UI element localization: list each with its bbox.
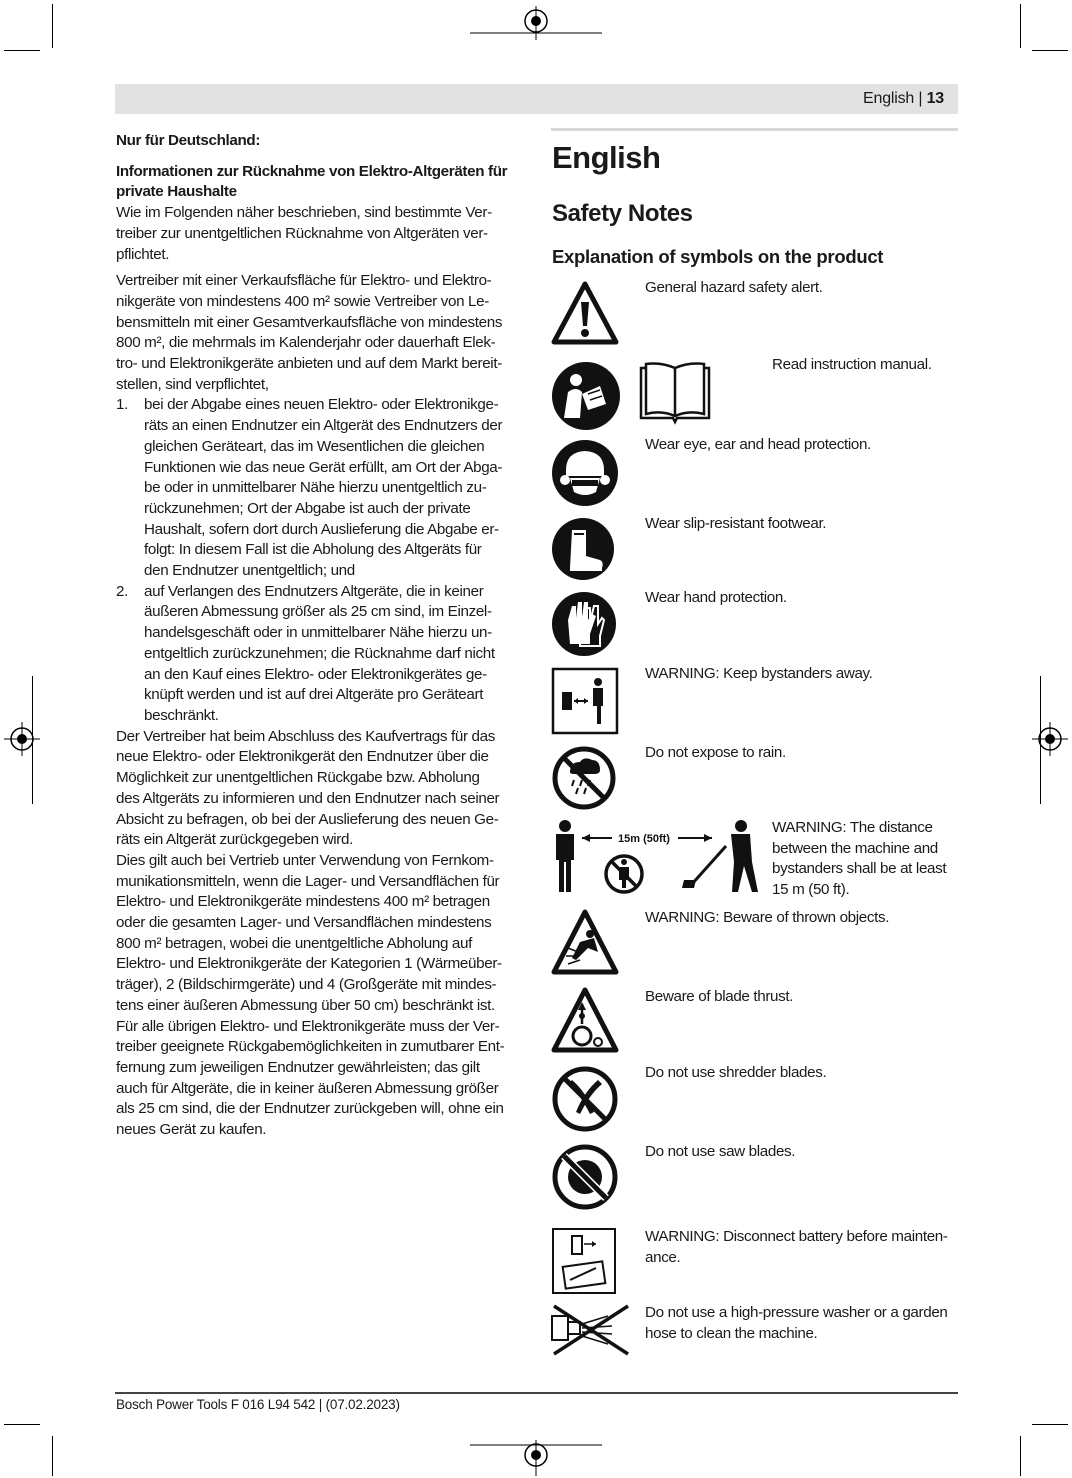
text-line: äußeren Abmessung größer als 25 cm sind, im Einzel- xyxy=(144,603,492,621)
text-line: oder die gesamten Lager- und Versandflächen mindestens xyxy=(116,914,492,932)
left-subheading-line2: private Haushalte xyxy=(116,183,237,201)
page-header xyxy=(863,90,944,108)
text-line: hose to clean the machine. xyxy=(645,1324,818,1342)
blade-thrust-icon xyxy=(550,986,620,1056)
list-number: 2. xyxy=(116,582,128,600)
list-number: 1. xyxy=(116,396,128,414)
list-item-2 xyxy=(116,582,526,727)
symbol-text-rain: Do not expose to rain. xyxy=(645,744,786,761)
symbol-text-gloves: Wear hand protection. xyxy=(645,589,787,606)
hazard-triangle-icon xyxy=(550,280,620,346)
registration-mark-icon xyxy=(470,6,602,40)
no-saw-blade-icon xyxy=(550,1142,620,1212)
head-protection-icon xyxy=(550,438,620,508)
symbol-text-saw-blades: Do not use saw blades. xyxy=(645,1143,796,1160)
page-number: 13 xyxy=(926,90,944,107)
paragraph-4 xyxy=(116,851,526,1141)
symbol-text-hazard: General hazard safety alert. xyxy=(645,279,823,296)
no-rain-icon xyxy=(550,744,618,812)
text-line: ance. xyxy=(645,1248,681,1266)
symbol-text-read-manual: Read instruction manual. xyxy=(772,356,932,373)
text-line: handelsgeschäft oder in unmittelbarer Nähe hierzu un- xyxy=(144,624,492,642)
registration-mark-icon xyxy=(4,722,40,756)
header-separator: | xyxy=(918,90,923,107)
text-line: 15 m (50 ft). xyxy=(772,881,850,899)
text-line: Absicht zu befragen, ob bei der Auslieferung des neuen Ge- xyxy=(116,810,499,828)
text-line: Elektro- und Elektronikgeräte mindestens 400 m² betragen xyxy=(116,893,490,911)
text-line: Wie im Folgenden näher beschrieben, sind bestimmte Ver- xyxy=(116,204,492,222)
section-title-safety-notes: Safety Notes xyxy=(552,200,693,227)
text-line: Dies gilt auch bei Vertrieb unter Verwendung von Fernkom- xyxy=(116,851,494,869)
text-line: bystanders shall be at least xyxy=(772,860,947,878)
registration-mark-icon xyxy=(1032,722,1068,756)
text-line: entgeltlich zurückzunehmen; die Rücknahme darf nicht xyxy=(144,644,495,662)
header-language: English xyxy=(863,90,915,107)
text-line: auf Verlangen des Endnutzers Altgeräte, die in keiner xyxy=(144,582,484,600)
paragraph-1 xyxy=(116,203,526,265)
text-line: räts an einen Endnutzer ein Altgerät des Endnutzers der xyxy=(144,417,503,435)
text-line: nikgeräte von mindestens 400 m² sowie Vertreiber von Le- xyxy=(116,292,489,310)
read-manual-icon xyxy=(550,360,622,432)
text-line: Haushalt, sofern dort durch Auslieferung die Abgabe er- xyxy=(144,520,499,538)
text-line: Der Vertreiber hat beim Abschluss des Kaufvertrags für das xyxy=(116,727,495,745)
footer-rule xyxy=(115,1392,958,1394)
crop-mark xyxy=(1032,50,1068,51)
text-line: Für alle übrigen Elektro- und Elektronikgeräte muss der Ver- xyxy=(116,1017,500,1035)
text-line: beschränkt. xyxy=(144,706,219,724)
right-column-rule xyxy=(551,128,958,131)
text-line: rückzunehmen; Ort der Abgabe ist auch der private xyxy=(144,499,471,517)
text-line: träger), 2 (Bildschirmgeräte) und 4 (Großgeräte mit mindes- xyxy=(116,976,497,994)
text-line: fernung zum jeweiligen Endnutzer gewährleisten; das gilt xyxy=(116,1058,480,1076)
distance-label: 15m (50ft) xyxy=(618,833,670,845)
text-line: gleichen Geräteart, das im Wesentlichen die gleichen xyxy=(144,437,485,455)
left-subheading xyxy=(116,162,526,203)
symbol-text-distance xyxy=(772,818,946,901)
text-line: be oder in unmittelbarer Nähe hierzu unentgeltlich zu- xyxy=(144,479,487,497)
crop-mark xyxy=(1020,4,1021,48)
keep-bystanders-away-icon xyxy=(550,666,620,736)
crop-mark xyxy=(1032,1424,1068,1425)
footer-text: Bosch Power Tools F 016 L94 542 | (07.02.2023) xyxy=(116,1397,400,1412)
no-shredder-blade-icon xyxy=(550,1064,620,1134)
text-line: als 25 cm sind, die der Endnutzer zurückgeben will, ohne ein xyxy=(116,1100,504,1118)
paragraph-3 xyxy=(116,727,526,851)
thrown-objects-icon xyxy=(550,908,620,978)
distance-warning-icon xyxy=(548,818,764,896)
text-line: 800 m² betragen, wobei die unentgeltliche Abholung auf xyxy=(116,934,472,952)
no-pressure-washer-icon xyxy=(548,1302,632,1358)
text-line: bei der Abgabe eines neuen Elektro- oder Elektronikge- xyxy=(144,396,499,414)
safety-boot-icon xyxy=(550,516,616,582)
text-line: knüpft werden und ist auf drei Altgeräte pro Geräteart xyxy=(144,686,484,704)
text-line: munikationsmitteln, wenn die Lager- und Versandflächen für xyxy=(116,872,500,890)
text-line: auch für Altgeräte, die in keiner äußeren Abmessung größer xyxy=(116,1079,499,1097)
section-title-symbols: Explanation of symbols on the product xyxy=(552,246,884,267)
text-line: tens einer äußeren Abmessung über 50 cm) beschränkt ist. xyxy=(116,996,495,1014)
symbol-text-shredder: Do not use shredder blades. xyxy=(645,1064,827,1081)
symbol-text-bystanders: WARNING: Keep bystanders away. xyxy=(645,665,873,682)
text-line: WARNING: Disconnect battery before mainten- xyxy=(645,1228,948,1245)
text-line: neue Elektro- oder Elektronikgerät den Endnutzer über die xyxy=(116,748,489,766)
section-title-english: English xyxy=(552,140,661,175)
gloves-icon xyxy=(550,590,618,658)
registration-mark-icon xyxy=(470,1440,602,1476)
header-bar xyxy=(115,84,958,114)
text-line: pflichtet. xyxy=(116,245,170,263)
text-line: neues Gerät zu kaufen. xyxy=(116,1121,267,1139)
text-line: Vertreiber mit einer Verkaufsfläche für Elektro- und Elektro- xyxy=(116,272,492,290)
symbol-text-head-protection: Wear eye, ear and head protection. xyxy=(645,436,871,453)
text-line: folgt: In diesem Fall ist die Abholung des Altgeräts für xyxy=(144,541,482,559)
text-line: bensmitteln mit einer Gesamtverkaufsfläche von mindestens xyxy=(116,313,503,331)
text-line: between the machine and xyxy=(772,839,938,857)
text-line: treiber zur unentgeltlichen Rücknahme von Altgeräten ver- xyxy=(116,224,488,242)
text-line: räts ein Altgerät zurückgegeben wird. xyxy=(116,831,353,849)
crop-mark xyxy=(1020,1436,1021,1476)
crop-mark xyxy=(4,1424,40,1425)
text-line: treiber geeignete Rückgabemöglichkeiten in zumutbarer Ent- xyxy=(116,1038,505,1056)
text-line: WARNING: The distance xyxy=(772,819,933,836)
symbol-text-blade-thrust: Beware of blade thrust. xyxy=(645,988,794,1005)
text-line: Elektro- und Elektronikgeräte der Kategorien 1 (Wärmeüber- xyxy=(116,955,502,973)
left-column xyxy=(116,131,526,1141)
symbol-text-battery xyxy=(645,1227,948,1268)
text-line: tro- und Elektronikgeräte anbieten und auf dem Markt bereit- xyxy=(116,355,502,373)
text-line: Möglichkeit zur unentgeltlichen Rückgabe bzw. Abholung xyxy=(116,769,480,787)
open-book-icon xyxy=(637,360,713,426)
text-line: den Endnutzer unentgeltlich; und xyxy=(144,562,355,580)
disconnect-battery-icon xyxy=(550,1226,618,1296)
symbol-text-pressure-washer xyxy=(645,1303,948,1344)
text-line: an den Kauf eines Elektro- oder Elektronikgerätes ge- xyxy=(144,665,487,683)
left-subheading-line1: Informationen zur Rücknahme von Elektro-Altgeräten für xyxy=(116,162,508,180)
text-line: 800 m², die mehrmals im Kalenderjahr oder dauerhaft Elek- xyxy=(116,334,496,352)
symbol-text-thrown-objects: WARNING: Beware of thrown objects. xyxy=(645,909,890,926)
text-line: stellen, sind verpflichtet, xyxy=(116,375,269,393)
text-line: des Altgeräts zu informieren und den Endnutzer nach seiner xyxy=(116,789,500,807)
crop-mark xyxy=(52,4,53,48)
text-line: Funktionen wie das neue Gerät erfüllt, am Ort der Abga- xyxy=(144,458,503,476)
left-heading: Nur für Deutschland: xyxy=(116,132,261,149)
crop-mark xyxy=(52,1436,53,1476)
symbol-text-footwear: Wear slip-resistant footwear. xyxy=(645,515,827,532)
text-line: Do not use a high-pressure washer or a garden xyxy=(645,1304,948,1321)
paragraph-2 xyxy=(116,271,526,395)
crop-mark xyxy=(4,50,40,51)
list-item-1 xyxy=(116,395,526,581)
